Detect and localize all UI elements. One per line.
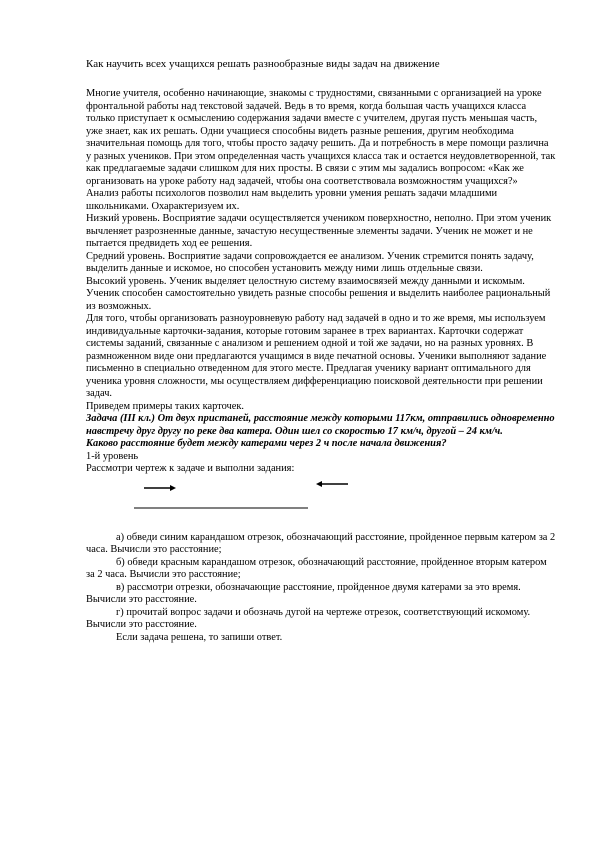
document-title: Как научить всех учащихся решать разнообразные виды задач на движение	[86, 58, 440, 70]
document-body	[86, 88, 556, 644]
final-instruction: Если задача решена, то запиши ответ.	[116, 631, 283, 643]
task-item-c: в) рассмотри отрезки, обозначающие расстояние, пройденное двумя катерами за это время. Вычисли это расстояние.	[86, 581, 521, 605]
task-item-d: г) прочитай вопрос задачи и обозначь дугой на чертеже отрезок, соответствующий искомому. Вычисли это расстояние.	[86, 606, 531, 630]
segment-diagram	[86, 476, 556, 532]
paragraph-analysis: Анализ работы психологов позволил нам выделить уровни умения решать задачи младшими школьниками. Охарактеризуем их.	[86, 188, 498, 212]
arrow-right-icon	[144, 485, 176, 491]
segment-drawing	[86, 476, 556, 532]
task-items	[86, 532, 556, 645]
task-item-a: а) обведи синим карандашом отрезок, обозначающий расстояние, пройденное первым катером за 2 часа. Вычисли это расстояние;	[86, 531, 556, 555]
paragraph-examples: Приведем примеры таких карточек.	[86, 400, 244, 412]
task-item-b: б) обведи красным карандашом отрезок, обозначающий расстояние, пройденное вторым катером за 2 часа. Вычисли это расстояние;	[86, 556, 547, 580]
paragraph-low-level: Низкий уровень. Восприятие задачи осуществляется учеником поверхностно, неполно. При этом ученик вычленяет разрозненные данные, зачастую несущественные элементы задачи. Ученик не может и не пытается предвидеть ход ее решения.	[86, 213, 552, 249]
task-text: Задача (III кл.) От двух пристаней, расстояние между которыми 117км, отправились одновременно навстречу друг другу по реке два катера. Один шел со скоростью 17 км/ч, другой – 24 км/ч.	[86, 413, 555, 437]
task-question: Каково расстояние будет между катерами через 2 ч после начала движения?	[86, 438, 447, 449]
paragraph-intro: Многие учителя, особенно начинающие, знакомы с трудностями, связанными с организацией на уроке фронтальной работы над текстовой задачей. Ведь в то время, когда большая часть учащихся класса только приступает к осмыслению содержания задачи вместе с учителем, другая пусть меньшая часть, уже знает, как их решать. Одни учащиеся способны видеть разные решения, другим необходима значительная помощь для того, чтобы просто задачу решить. Да и потребность в мере помощи различна у разных учеников. При этом определенная часть учащихся класса так и остается неудовлетворенной, так как предлагаемые задачи слишком для них просты. В связи с этим мы задались вопросом: «Как же организовать на уроке работу над задачей, чтобы она соответствовала возможностям учащихся?»	[86, 88, 556, 187]
paragraph-method: Для того, чтобы организовать разноуровневую работу над задачей в одно и то же время, мы используем индивидуальные карточки-задания, которые готовим заранее в трех вариантах. Карточки содержат системы заданий, связанные с анализом и решением одной и той же задачи, но на разных уровнях. В размноженном виде они предлагаются учащимся в виде печатной основы. Ученики выполняют задание письменно в специально отведенном для этого месте. Предлагая ученику вариант оптимального для ученика уровня сложности, мы осуществляем дифференциацию поисковой деятельности при решении задач.	[86, 313, 547, 399]
instruction-text: Рассмотри чертеж к задаче и выполни задания:	[86, 463, 295, 474]
arrow-left-icon	[316, 481, 348, 487]
paragraph-high-level: Высокий уровень. Ученик выделяет целостную систему взаимосвязей между данными и искомым. Ученик способен самостоятельно увидеть разные способы решения и выделить наиболее рациональный из возможных.	[86, 275, 551, 312]
paragraph-middle-level: Средний уровень. Восприятие задачи сопровождается ее анализом. Ученик стремится понять задачу, выделить данные и искомое, но способен установить между ними лишь отдельные связи.	[86, 250, 534, 274]
level-title: 1-й уровень	[86, 450, 139, 462]
